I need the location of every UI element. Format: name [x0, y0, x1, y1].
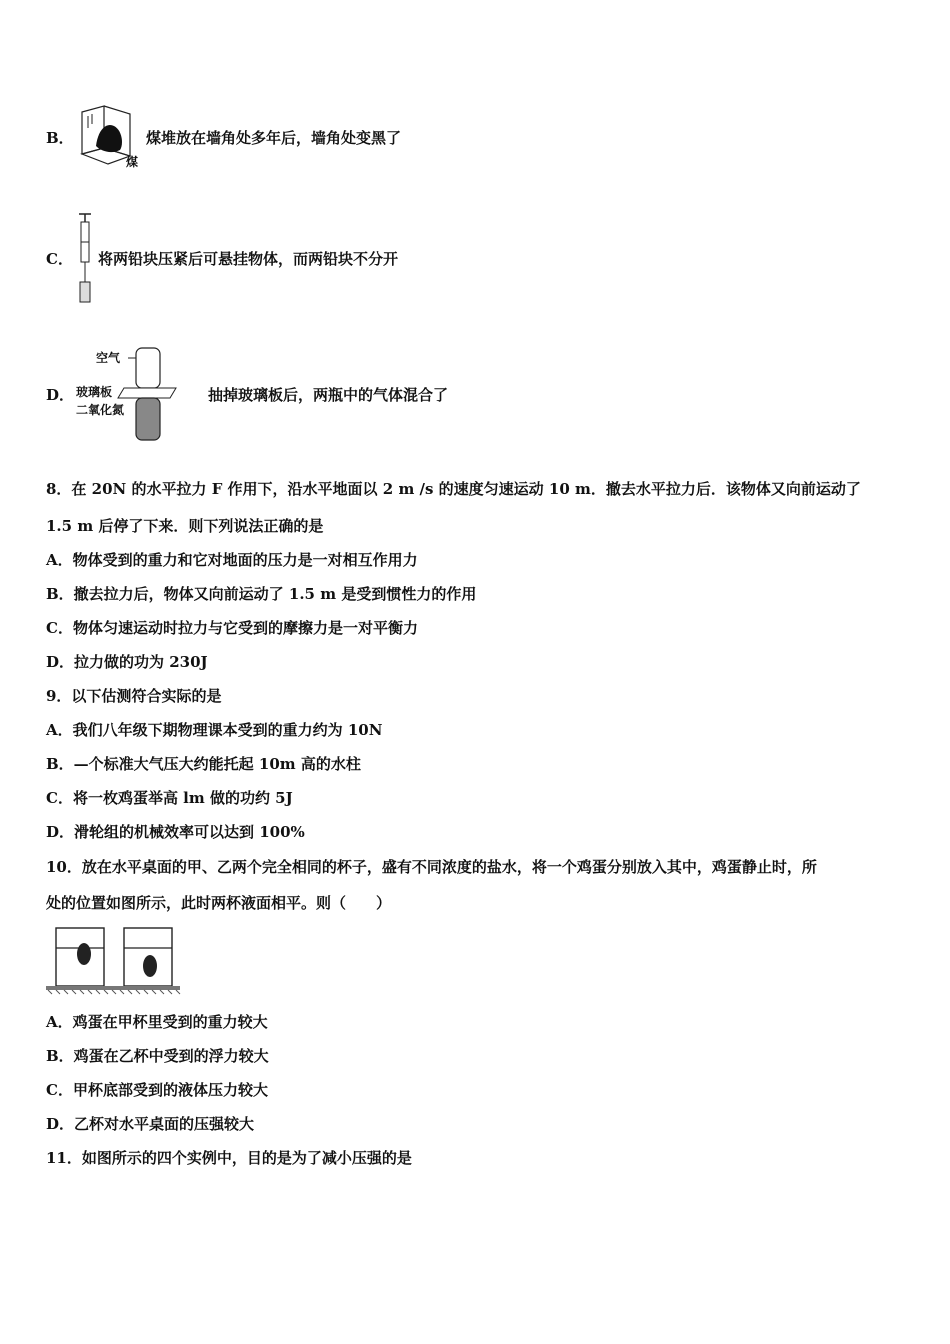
option-text: 煤堆放在墙角处多年后，墙角处变黑了 — [146, 128, 402, 147]
q10-stem-line1: 10．放在水平桌面的甲、乙两个完全相同的杯子，盛有不同浓度的盐水，将一个鸡蛋分别放入其中，鸡蛋静止时，所 — [46, 858, 817, 876]
option-text: 抽掉玻璃板后，两瓶中的气体混合了 — [208, 385, 449, 404]
nitrogen-dioxide-label: 二氧化氮 — [76, 403, 125, 417]
option-d-row — [46, 344, 448, 444]
q8-stem-line2: 1.5 m 后停了下来．则下列说法正确的是 — [46, 517, 324, 535]
q9-option-c: C．将一枚鸡蛋举高 lm 做的功约 5J — [46, 789, 293, 807]
q8-option-a: A．物体受到的重力和它对地面的压力是一对相互作用力 — [46, 551, 418, 569]
option-b-row — [46, 104, 401, 170]
air-label: 空气 — [96, 351, 121, 365]
option-label: B． — [46, 128, 74, 147]
q9-option-b: B．—个标准大气压大约能托起 10m 高的水柱 — [46, 755, 361, 773]
q10-option-b: B．鸡蛋在乙杯中受到的浮力较大 — [46, 1047, 269, 1065]
eggs-in-cups-figure — [46, 926, 182, 996]
coal-label: 煤 — [126, 155, 139, 169]
q8-option-c: C．物体匀速运动时拉力与它受到的摩擦力是一对平衡力 — [46, 619, 418, 637]
gas-diffusion-figure — [76, 344, 204, 444]
q10-stem-line2: 处的位置如图所示，此时两杯液面相平。则（ ） — [46, 894, 392, 912]
q10-option-d: D．乙杯对水平桌面的压强较大 — [46, 1115, 255, 1133]
q10-option-c: C．甲杯底部受到的液体压力较大 — [46, 1081, 268, 1099]
q9-option-a: A．我们八年级下期物理课本受到的重力约为 10N — [46, 721, 383, 739]
option-label: C． — [46, 249, 73, 268]
option-label: D． — [46, 385, 75, 404]
q9-option-d: D．滑轮组的机械效率可以达到 100% — [46, 823, 305, 841]
q8-stem-line1: 8．在 20N 的水平拉力 F 作用下，沿水平地面以 2 m /s 的速度匀速运动 10 m．撤去水平拉力后．该物体又向前运动了 — [46, 480, 861, 498]
option-c-row — [46, 210, 398, 306]
q10-option-a: A．鸡蛋在甲杯里受到的重力较大 — [46, 1013, 268, 1031]
option-text: 将两铅块压紧后可悬挂物体，而两铅块不分开 — [98, 249, 399, 268]
q11-stem: 11．如图所示的四个实例中，目的是为了减小压强的是 — [46, 1149, 412, 1167]
q8-option-b: B．撤去拉力后，物体又向前运动了 1.5 m 是受到惯性力的作用 — [46, 585, 477, 603]
lead-blocks-figure — [76, 210, 94, 306]
glass-plate-label: 玻璃板 — [76, 385, 113, 399]
q8-option-d: D．拉力做的功为 230J — [46, 653, 208, 671]
q9-stem: 9．以下估测符合实际的是 — [46, 687, 222, 705]
coal-corner-figure — [76, 104, 142, 170]
